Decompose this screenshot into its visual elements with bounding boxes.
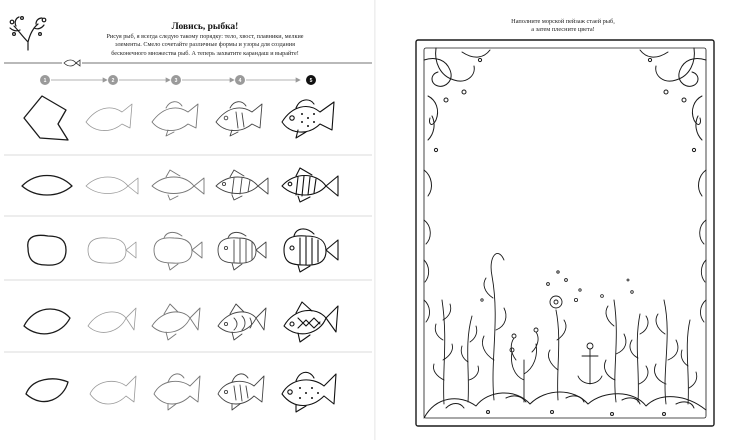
step-badge	[235, 75, 245, 85]
frame-border	[416, 40, 714, 426]
seaweed-icon	[433, 300, 478, 404]
fish-step-5	[284, 229, 338, 272]
fish-step-5	[282, 372, 336, 412]
fish-step-4	[218, 232, 266, 270]
fish-step-1	[24, 309, 70, 334]
kelp-icon	[654, 300, 696, 404]
right-page	[376, 0, 750, 440]
seaweed-icon	[604, 300, 648, 402]
fish-row	[22, 168, 338, 202]
kelp-icon	[482, 253, 505, 400]
fish-step-5	[284, 302, 338, 342]
intro-line: элементы. Смело сочетайте различные формы и узоры для создания	[115, 41, 295, 49]
page-title: Ловись, рыбка!	[171, 22, 239, 32]
side-ornament-icon	[424, 220, 706, 322]
coloring-frame	[376, 0, 750, 440]
fish-step-4	[218, 304, 266, 340]
fish-step-3	[152, 102, 198, 136]
fish-step-2	[86, 177, 138, 194]
fish-step-3	[154, 232, 202, 270]
fish-step-2	[90, 376, 136, 404]
fish-step-2	[88, 308, 136, 332]
fish-step-5	[282, 100, 334, 138]
caption-line: Наполните морской пейзаж стаей рыб,	[511, 18, 615, 25]
bubbles-icon	[481, 279, 634, 302]
frame-inner-border	[424, 48, 706, 418]
step-number: 2	[111, 77, 115, 84]
fish-step-1	[22, 176, 72, 196]
step-number: 5	[309, 77, 313, 84]
fish-step-3	[154, 374, 200, 410]
fish-step-2	[88, 238, 136, 263]
small-fish-icon	[64, 60, 80, 66]
fish-step-3	[152, 170, 204, 200]
fish-step-4	[216, 102, 262, 136]
step-badge	[108, 75, 118, 85]
caption-line: а затем плесните цвета!	[531, 26, 595, 33]
fish-step-1	[28, 235, 66, 265]
intro-line: Рисуя рыб, я всегда следую такому порядку: тело, хвост, плавники, мелкие	[106, 33, 304, 40]
fish-row	[24, 96, 334, 140]
fish-step-5	[282, 168, 338, 202]
step-badge	[171, 75, 181, 85]
fish-step-1	[26, 379, 68, 402]
step-number: 1	[43, 77, 47, 84]
fish-step-2	[86, 104, 132, 131]
anchor-icon	[578, 343, 602, 384]
fish-step-4	[216, 170, 268, 200]
step-number: 3	[174, 77, 178, 84]
fish-row	[26, 372, 336, 412]
fish-step-4	[218, 374, 264, 410]
corner-ornament-icon	[424, 48, 490, 196]
flower-plant-icon	[547, 271, 568, 400]
step-badge	[40, 75, 50, 85]
seabed-icon	[424, 392, 706, 418]
step-badge-final	[306, 75, 316, 85]
fish-row	[24, 302, 338, 342]
fish-step-3	[152, 304, 200, 340]
step-number: 4	[238, 77, 242, 84]
intro-line: бесконечного множества рыб. А теперь захватите карандаш и вырайте!	[111, 49, 299, 57]
corner-ornament-icon	[640, 48, 706, 196]
coral-icon	[510, 328, 538, 402]
fish-row	[28, 229, 338, 272]
fish-step-1	[24, 96, 68, 140]
